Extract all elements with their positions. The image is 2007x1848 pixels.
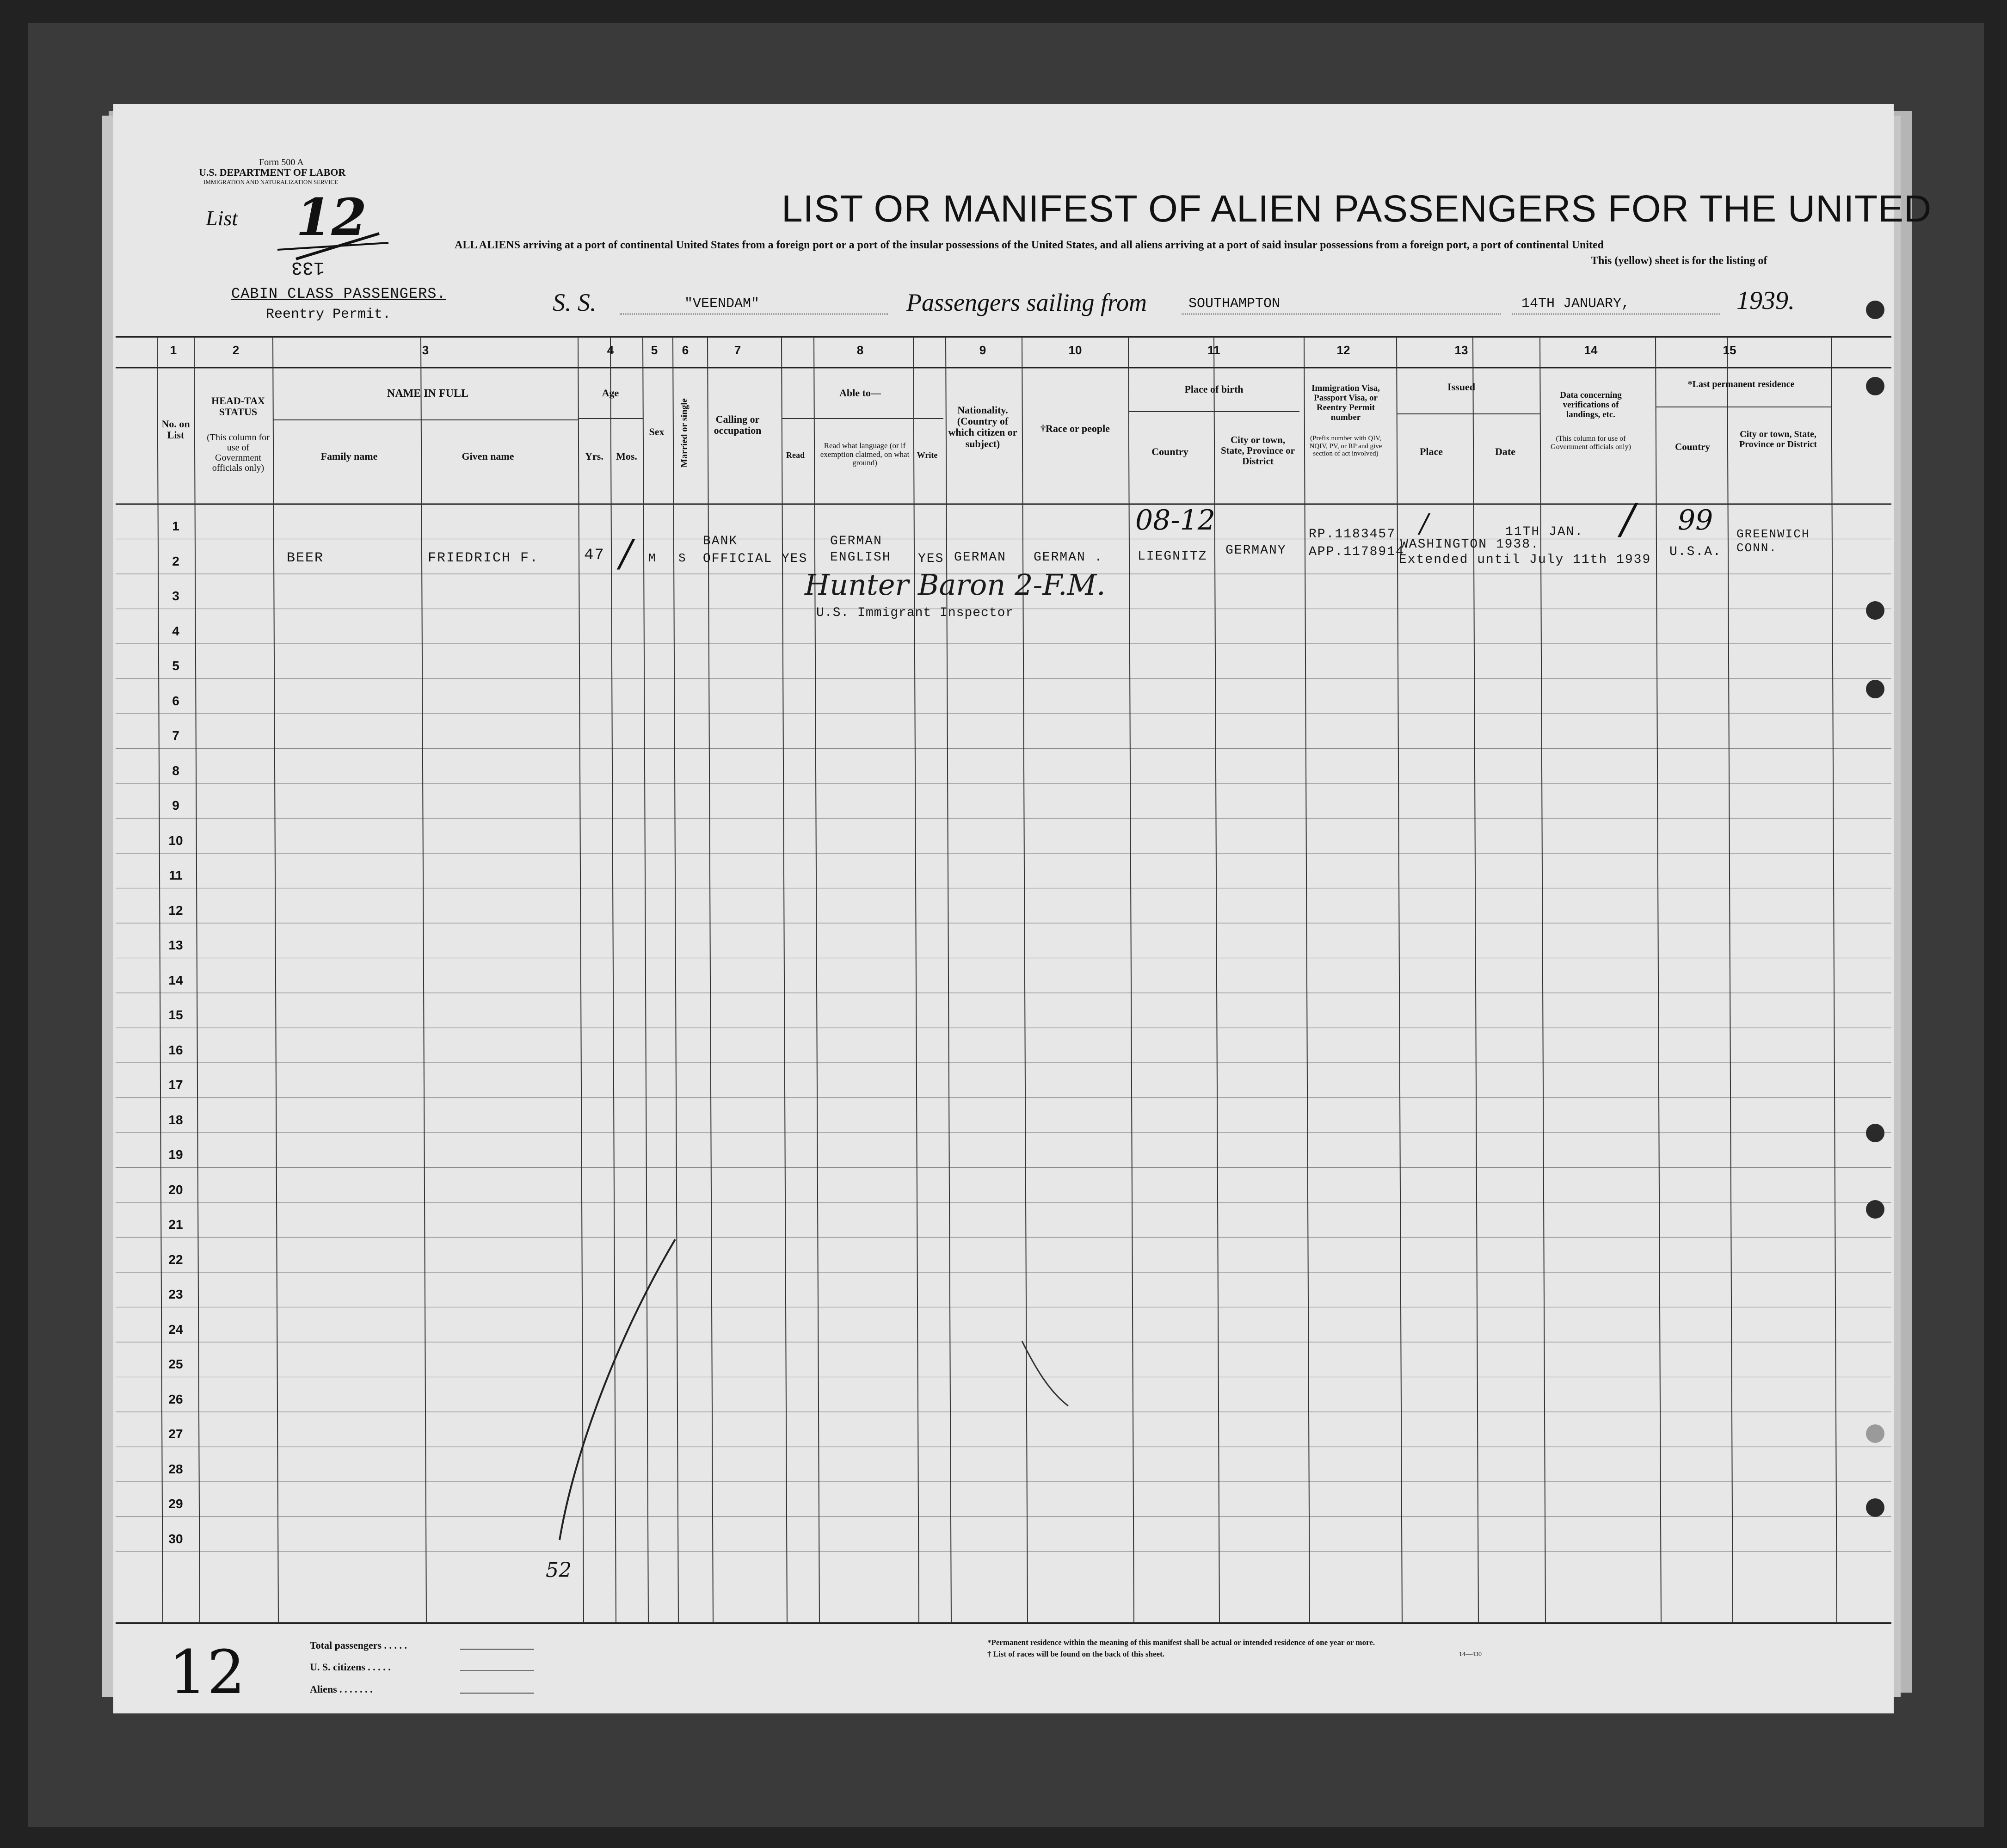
reentry-label: Reentry Permit. [266, 307, 391, 322]
line-number: 18 [168, 1112, 183, 1127]
port-name: SOUTHAMPTON [1188, 296, 1281, 312]
header-issued: Issued [1447, 381, 1475, 393]
line-number: 29 [168, 1497, 183, 1511]
form-number: Form 500 A [259, 157, 304, 167]
line-number: 14 [168, 973, 183, 987]
header-issued-date: Date [1495, 446, 1515, 457]
col-num-7: 7 [734, 343, 741, 357]
given-name-cell: FRIEDRICH F. [428, 550, 539, 566]
form-code: 14—430 [1459, 1651, 1482, 1658]
line-number: 25 [168, 1357, 183, 1371]
stray-mark: 52 [546, 1558, 572, 1582]
department-label: U.S. DEPARTMENT OF LABOR [199, 166, 346, 178]
header-landings: Data concerning verifications of landings, etc. [1560, 390, 1622, 419]
line-number: 5 [172, 659, 179, 673]
race-cell: GERMAN . [1034, 550, 1103, 565]
col-num-2: 2 [232, 343, 240, 357]
header-visa: Immigration Visa, Passport Visa, or Reentry Permit number [1311, 383, 1380, 422]
header-calling: Calling or occupation [714, 413, 762, 437]
birth-city-cell: LIEGNITZ [1138, 549, 1207, 564]
header-age: Age [602, 387, 619, 399]
extension-note: Extended until July 11th 1939 [1399, 553, 1651, 567]
subtitle-line-2: This (yellow) sheet is for the listing of [1591, 255, 1767, 267]
col-num-14: 14 [1584, 343, 1598, 357]
col-num-11: 11 [1207, 343, 1220, 357]
line-number: 6 [172, 693, 179, 708]
calling-line-2: OFFICIAL [703, 552, 773, 566]
header-family-name: Family name [320, 450, 378, 462]
page-number-handwritten: 12 [169, 1637, 246, 1707]
line-number: 15 [168, 1008, 183, 1022]
ship-name: "VEENDAM" [684, 296, 760, 312]
header-issued-place: Place [1419, 446, 1443, 457]
permit-line-1: RP.1183457 [1309, 527, 1396, 542]
residence-city-line-2: CONN. [1736, 541, 1778, 555]
col-num-3: 3 [422, 343, 429, 357]
service-label: IMMIGRATION AND NATURALIZATION SERVICE [203, 179, 339, 185]
line-number: 24 [168, 1322, 183, 1337]
residence-handwritten-note: 99 [1678, 504, 1713, 536]
header-head-tax-note: (This column for use of Government officials only) [207, 432, 270, 473]
age-months-cell: / [620, 532, 632, 575]
residence-country-cell: U.S.A. [1669, 545, 1722, 559]
col-num-13: 13 [1454, 343, 1468, 357]
line-number: 27 [168, 1427, 183, 1441]
aliens-rule [460, 1693, 534, 1694]
col-num-4: 4 [607, 343, 614, 357]
list-label: List [206, 206, 238, 230]
cabin-class-label: CABIN CLASS PASSENGERS. [231, 285, 446, 302]
line-number: 8 [172, 763, 179, 778]
line-number: 3 [172, 589, 179, 603]
line-number: 26 [168, 1392, 183, 1406]
list-number: 12 [296, 187, 367, 247]
footnote-races: † List of races will be found on the back of this sheet. [987, 1650, 1164, 1658]
us-citizens-label: U. S. citizens . . . . . [310, 1661, 391, 1673]
aliens-label: Aliens . . . . . . . [310, 1683, 373, 1695]
write-cell: YES [918, 552, 944, 566]
age-years-cell: 47 [584, 547, 605, 564]
footnote-residence: *Permanent residence within the meaning of this manifest shall be actual or intended residence of one year or more. [987, 1638, 1375, 1647]
col-num-6: 6 [682, 343, 689, 357]
line-number: 1 [172, 519, 179, 533]
col-num-10: 10 [1068, 343, 1082, 357]
line-number: 7 [172, 728, 179, 743]
total-passengers-label: Total passengers . . . . . [310, 1639, 407, 1651]
header-no-on-list: No. on List [161, 418, 190, 441]
issued-place-cell: WASHINGTON 1938. [1400, 537, 1539, 552]
language-line-2: ENGLISH [830, 550, 891, 565]
line-number: 12 [168, 903, 183, 918]
header-given-name: Given name [462, 450, 514, 462]
nationality-cell: GERMAN [954, 550, 1006, 565]
total-passengers-rule [460, 1649, 534, 1650]
line-number: 13 [168, 938, 183, 952]
line-number: 30 [168, 1531, 183, 1546]
permit-line-2: APP.1178914 [1309, 545, 1404, 559]
line-number: 19 [168, 1147, 183, 1162]
landing-check-mark: / [1621, 495, 1635, 543]
col-num-1: 1 [170, 343, 177, 357]
header-read-language: Read what language (or if exemption claimed, on what ground) [820, 441, 910, 468]
line-number: 10 [168, 833, 183, 848]
col-num-8: 8 [856, 343, 864, 357]
header-mos: Mos. [616, 450, 637, 462]
header-birth-city: City or town, State, Province or District [1221, 434, 1295, 467]
ss-label: S. S. [553, 289, 597, 316]
read-cell: YES [782, 552, 808, 566]
header-birth-country: Country [1151, 446, 1188, 457]
line-number: 11 [169, 868, 183, 882]
sailing-year: 1939. [1736, 286, 1795, 315]
page-title: LIST OR MANIFEST OF ALIEN PASSENGERS FOR THE UNITED [782, 188, 1932, 230]
col-num-15: 15 [1723, 343, 1736, 357]
line-number: 21 [168, 1217, 183, 1232]
header-place-of-birth: Place of birth [1184, 383, 1244, 395]
header-write: Write [917, 450, 938, 460]
header-visa-note: (Prefix number with QIV, NQIV, PV, or RP and give section of act involved) [1309, 435, 1382, 457]
sex-cell: M [648, 551, 657, 565]
issued-date-cell: 11TH JAN. [1505, 525, 1584, 539]
stamp-number: 133 [291, 257, 325, 277]
birth-handwritten-note: 08-12 [1135, 504, 1215, 536]
header-race: †Race or people [1040, 423, 1110, 434]
line-number: 23 [168, 1287, 183, 1301]
header-married: Married or single [679, 398, 690, 468]
header-last-residence: *Last permanent residence [1687, 379, 1795, 389]
col-num-9: 9 [979, 343, 986, 357]
language-line-1: GERMAN [830, 534, 882, 548]
line-number: 16 [168, 1042, 183, 1057]
line-number: 20 [168, 1182, 183, 1197]
line-number: 17 [168, 1078, 183, 1092]
subtitle-line-1: ALL ALIENS arriving at a port of continental United States from a foreign port or a port of the insular possessions of the United States, and all aliens arriving at a port of said insular possessions from a foreign port, a port of continental United [455, 239, 1604, 251]
header-name-in-full: NAME IN FULL [387, 388, 468, 400]
line-number: 2 [172, 554, 179, 568]
line-number: 4 [172, 623, 179, 638]
header-able-to: Able to— [839, 387, 881, 399]
line-number: 9 [172, 798, 179, 813]
header-yrs: Yrs. [585, 450, 603, 462]
header-head-tax: HEAD-TAX STATUS [211, 395, 265, 418]
header-nationality: Nationality. (Country of which citizen or subject) [948, 404, 1017, 450]
us-citizens-rule [460, 1670, 534, 1672]
family-name-cell: BEER [287, 550, 324, 566]
header-res-city: City or town, State, Province or District [1739, 429, 1817, 450]
manifest-sheet [113, 104, 1894, 1713]
line-number: 28 [168, 1461, 183, 1476]
marital-cell: S [678, 551, 687, 565]
header-res-country: Country [1675, 441, 1710, 452]
residence-city-line-1: GREENWICH [1736, 527, 1810, 541]
sailing-label: Passengers sailing from [906, 289, 1147, 316]
col-num-12: 12 [1336, 343, 1350, 357]
header-sex: Sex [649, 426, 665, 437]
header-landings-note: (This column for use of Government officials only) [1551, 435, 1631, 451]
header-read: Read [786, 450, 805, 460]
calling-line-1: BANK [703, 534, 738, 548]
inspector-signature: Hunter Baron 2-F.M. [805, 568, 1106, 602]
birth-country-cell: GERMANY [1225, 543, 1287, 558]
line-number: 22 [168, 1252, 183, 1267]
col-num-5: 5 [651, 343, 658, 357]
inspector-title: U.S. Immigrant Inspector [816, 606, 1014, 620]
issued-check-mark: / [1420, 509, 1428, 539]
sailing-date: 14TH JANUARY, [1521, 296, 1630, 312]
